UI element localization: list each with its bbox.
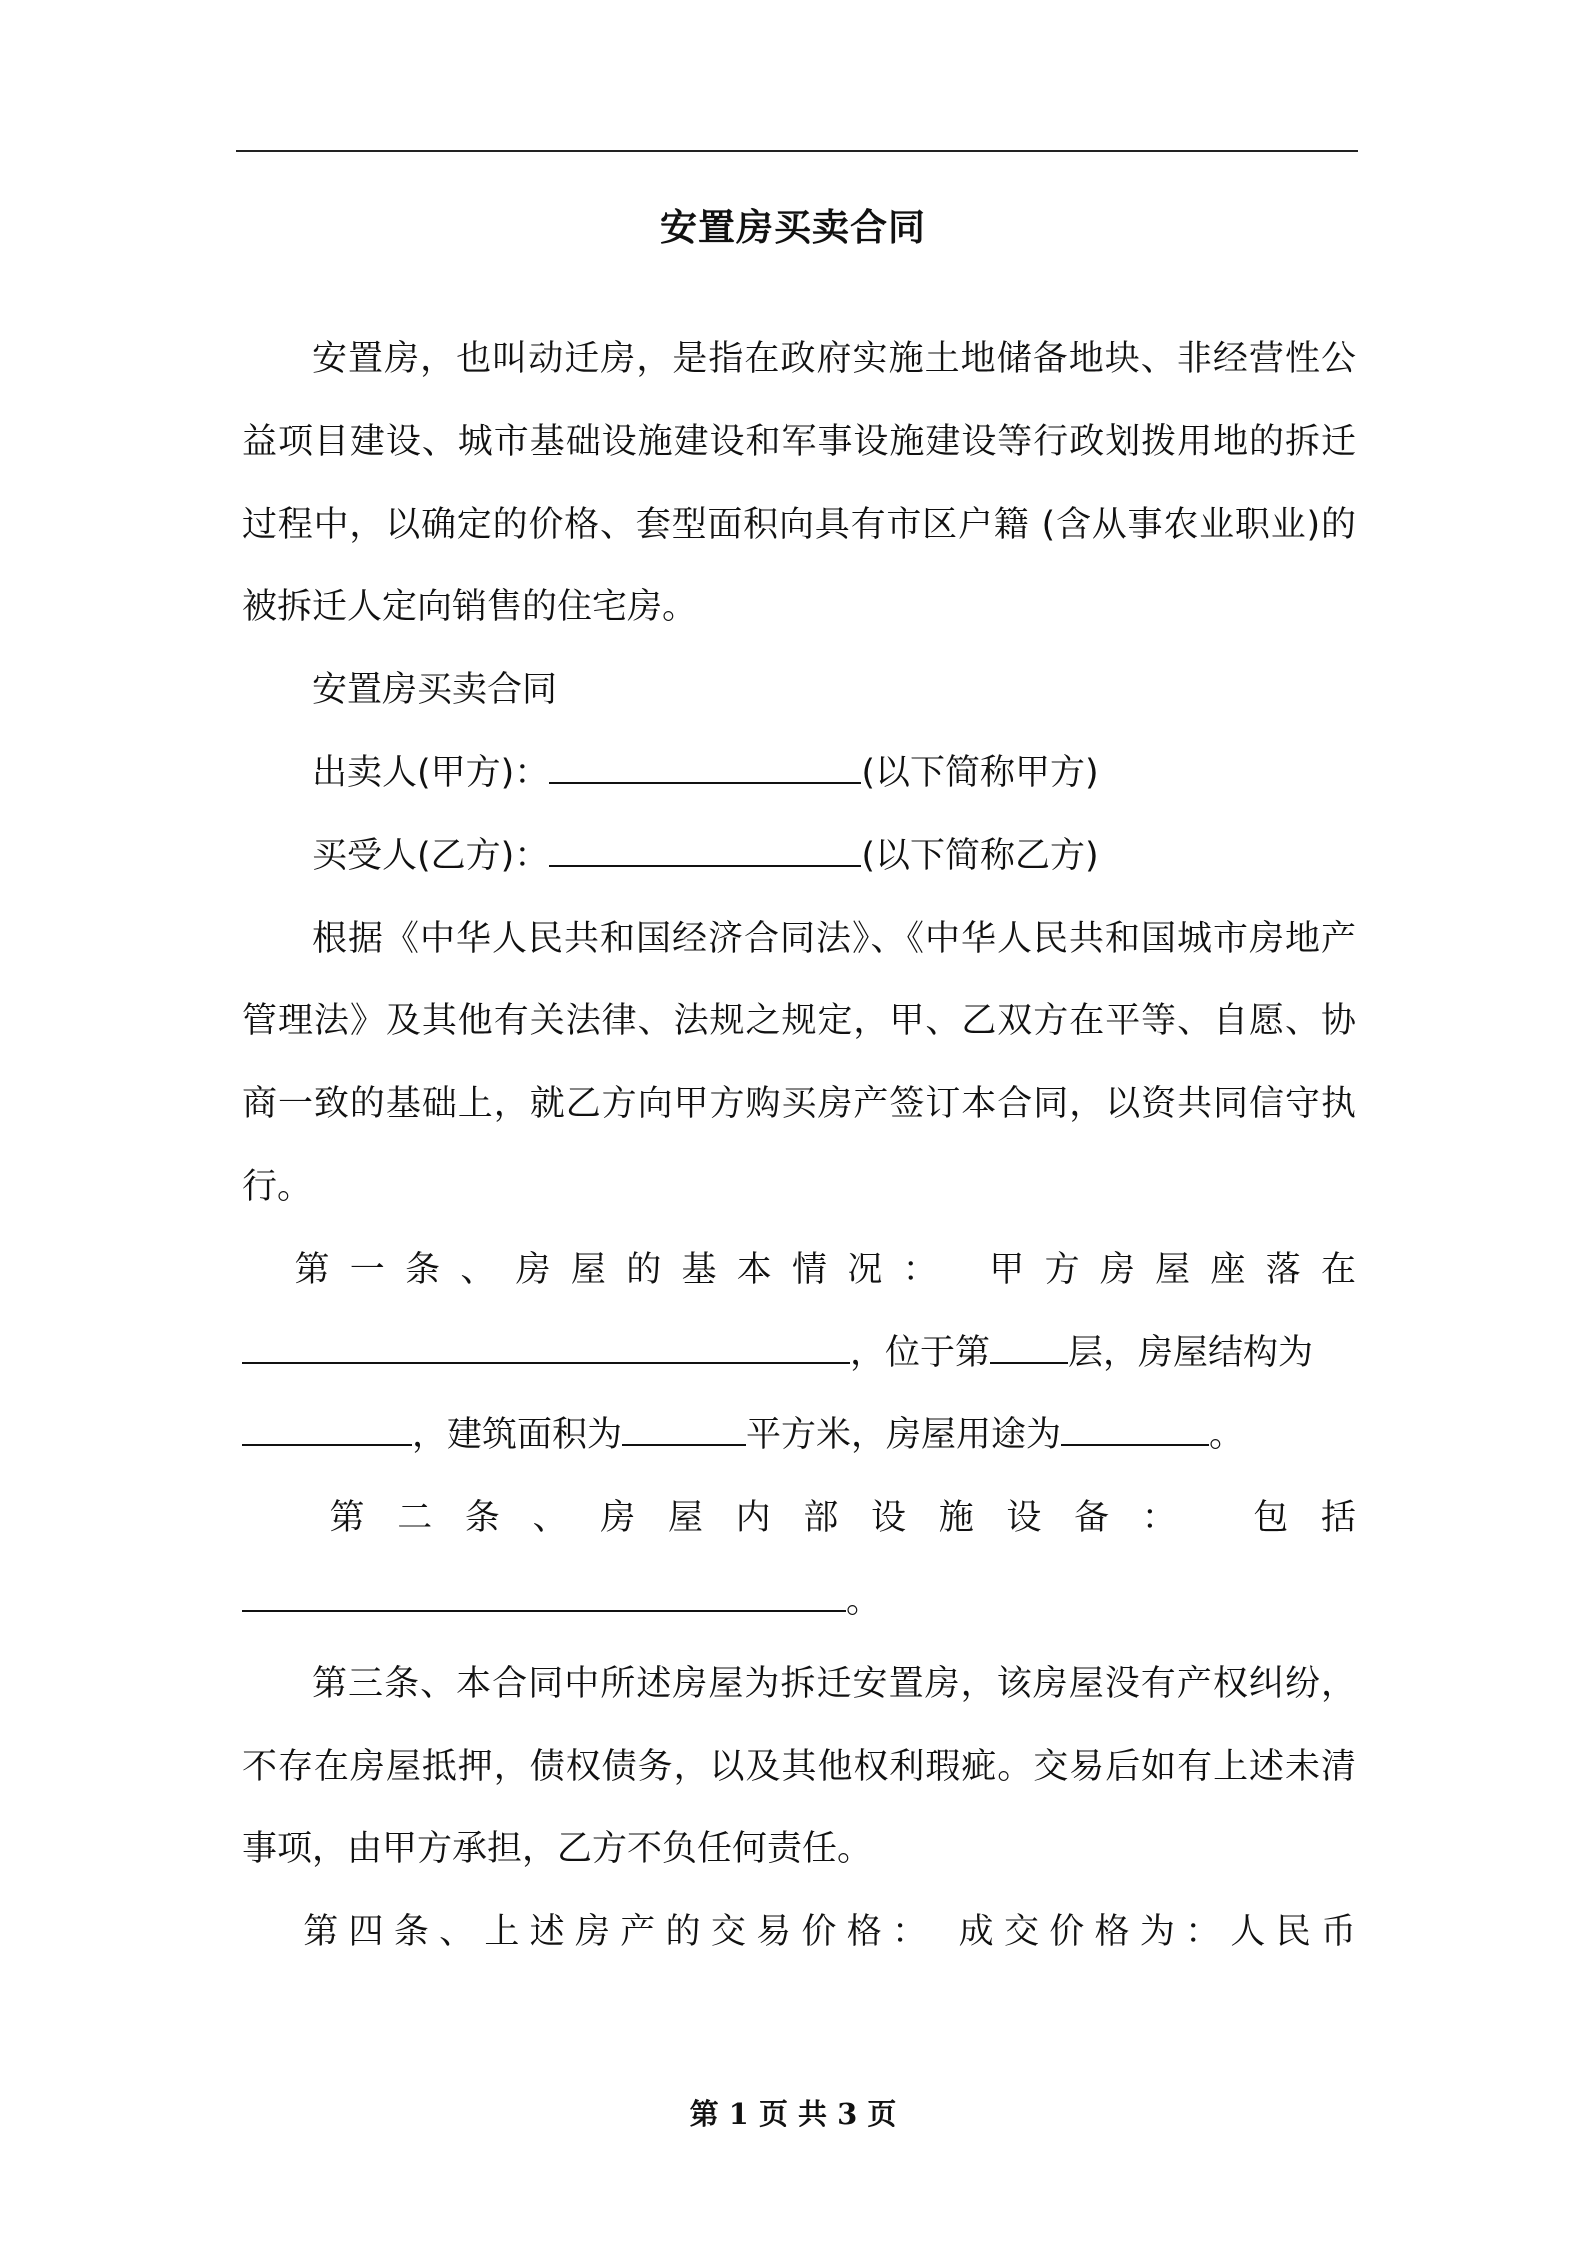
article2-line2: [242, 1560, 1356, 1643]
usage-blank[interactable]: [1061, 1413, 1209, 1447]
article1-area-prefix: ，建筑面积为: [412, 1415, 623, 1456]
buyer-label: 买受人(乙方)：: [312, 835, 550, 876]
area-blank[interactable]: [622, 1413, 746, 1447]
article1-floor-prefix: ，位于第: [850, 1332, 991, 1373]
article1-heading: 第一条、房屋的基本情况： 甲方房屋座落在: [294, 1249, 1356, 1290]
article1-area-mid: 平方米，房屋用途为: [746, 1415, 1062, 1456]
article1-line3: [242, 1394, 1356, 1477]
buyer-name-blank[interactable]: [549, 833, 861, 867]
article1-floor-suffix: 层，房屋结构为: [1068, 1332, 1314, 1373]
document-body: [242, 318, 1356, 1974]
article3-paragraph: 第三条、本合同中所述房屋为拆迁安置房，该房屋没有产权纠纷，不存在房屋抵押，债权债务，以及其他权利瑕疵。交易后如有上述未清事项，由甲方承担，乙方不负任何责任。: [242, 1663, 1356, 1870]
seller-label: 出卖人(甲方)：: [312, 752, 550, 793]
seller-note: (以下简称甲方): [861, 752, 1099, 793]
structure-blank[interactable]: [242, 1413, 412, 1447]
seller-line: [242, 732, 1356, 815]
page-number: 第 1 页 共 3 页: [689, 2097, 897, 2131]
contract-heading: 安置房买卖合同: [312, 670, 558, 711]
seller-name-blank[interactable]: [549, 750, 861, 784]
article4-heading: 第四条、上述房产的交易价格： 成交价格为：人民币: [303, 1912, 1356, 1953]
article2-end: 。: [846, 1580, 882, 1621]
document-title: 安置房买卖合同: [660, 206, 926, 249]
location-blank[interactable]: [242, 1330, 850, 1364]
intro-paragraph: 安置房，也叫动迁房，是指在政府实施土地储备地块、非经营性公益项目建设、城市基础设施建设和军事设施建设等行政划拨用地的拆迁过程中，以确定的价格、套型面积向具有市区户籍 (含从事农业职业)的被拆迁人定向销售的住宅房。: [242, 339, 1356, 628]
article1-end: 。: [1209, 1415, 1245, 1456]
basis-paragraph: 根据《中华人民共和国经济合同法》、《中华人民共和国城市房地产管理法》及其他有关法律、法规之规定，甲、乙双方在平等、自愿、协商一致的基础上，就乙方向甲方购买房产签订本合同，以资共同信守执行。: [242, 918, 1356, 1207]
buyer-line: [242, 815, 1356, 898]
article2-heading: 第二条、房屋内部设施设备： 包括: [329, 1498, 1356, 1539]
floor-blank[interactable]: [990, 1330, 1068, 1364]
header-rule: [236, 150, 1358, 152]
buyer-note: (以下简称乙方): [861, 835, 1099, 876]
facilities-blank[interactable]: [242, 1578, 846, 1612]
article1-line2: [242, 1312, 1356, 1395]
